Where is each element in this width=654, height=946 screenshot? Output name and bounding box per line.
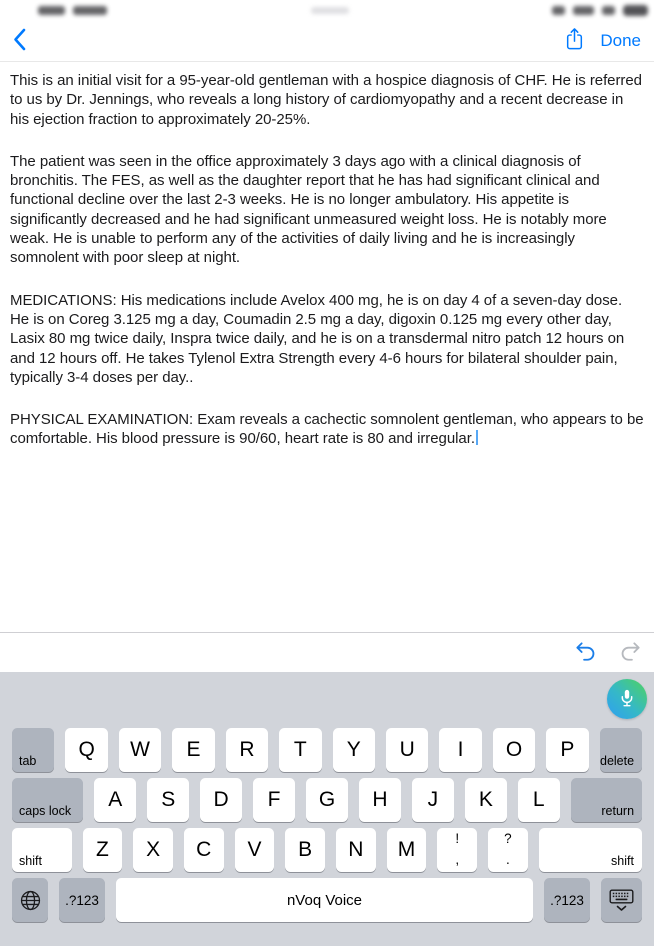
key-dismiss[interactable] <box>601 878 642 922</box>
nav-bar <box>0 20 654 62</box>
keyboard <box>0 672 654 946</box>
key-d[interactable]: D <box>200 778 242 822</box>
key-n[interactable]: N <box>336 828 376 872</box>
keyboard-accessory-bar <box>0 632 654 672</box>
key-z[interactable]: Z <box>83 828 123 872</box>
status-center-blob <box>311 7 349 14</box>
mic-button[interactable] <box>607 679 647 719</box>
back-button[interactable] <box>13 28 26 54</box>
key-r[interactable]: R <box>226 728 268 772</box>
note-paragraph: This is an initial visit for a 95-year-old gentleman with a hospice diagnosis of CHF. He is referred to us by Dr. Jennings, who reveals a long history of cardiomyopathy and a recent decrease in his ejection fraction to approximately 20-25%. <box>10 72 642 128</box>
key-y[interactable]: Y <box>333 728 375 772</box>
key-question-period[interactable] <box>488 828 528 872</box>
keyboard-row <box>12 828 642 872</box>
key-exclamation-comma[interactable] <box>437 828 477 872</box>
key-shift-right[interactable] <box>539 828 642 872</box>
key-l[interactable]: L <box>518 778 560 822</box>
key-f[interactable]: F <box>253 778 295 822</box>
status-bar <box>0 0 654 20</box>
key-shift-left[interactable] <box>12 828 72 872</box>
key-t[interactable]: T <box>279 728 321 772</box>
note-text-area[interactable] <box>0 62 654 632</box>
note-paragraph: MEDICATIONS: His medications include Avelox 400 mg, he is on day 4 of a seven-day dose. He is on Coreg 3.125 mg a day, Coumadin 2.5 mg a day, digoxin 0.125 mg every other day, Lasix 80 mg twice daily, Inspra twice daily, and he is on a transdermal nitro patch 12 hours on and 12 hours off. He takes Tylenol Extra Strength every 4-6 hours for bilateral shoulder pain, typically 3-4 doses per day.. <box>10 291 625 386</box>
undo-button[interactable] <box>574 640 597 666</box>
redo-icon <box>619 640 642 666</box>
globe-icon <box>18 888 43 913</box>
key-label: shift <box>19 854 42 868</box>
key-space[interactable]: nVoq Voice <box>116 878 533 922</box>
battery-percent-blob <box>573 6 594 15</box>
key-label: caps lock <box>19 804 72 818</box>
status-center-redacted <box>311 7 349 14</box>
key-v[interactable]: V <box>235 828 275 872</box>
key-symbol: ? <box>504 831 512 846</box>
key-label: delete <box>600 754 635 768</box>
key-u[interactable]: U <box>386 728 428 772</box>
dismiss-keyboard-icon <box>608 888 635 912</box>
key-label: return <box>601 804 635 818</box>
key-capslock[interactable] <box>12 778 83 822</box>
key-symbol: . <box>506 852 510 867</box>
key-delete[interactable] <box>600 728 642 772</box>
key-symbol: , <box>455 852 460 867</box>
keyboard-row <box>12 728 642 772</box>
wifi-icon <box>552 6 565 15</box>
key-tab[interactable] <box>12 728 54 772</box>
keyboard-row <box>12 878 642 922</box>
battery-icon <box>623 5 648 16</box>
key-m[interactable]: M <box>387 828 427 872</box>
done-button[interactable]: Done <box>600 30 641 50</box>
key-label: shift <box>611 854 634 868</box>
undo-icon <box>574 640 597 666</box>
key-p[interactable]: P <box>546 728 588 772</box>
key-globe[interactable] <box>12 878 48 922</box>
keyboard-row <box>12 778 642 822</box>
share-button[interactable] <box>564 26 585 55</box>
key-c[interactable]: C <box>184 828 224 872</box>
key-i[interactable]: I <box>439 728 481 772</box>
microphone-icon <box>616 687 638 712</box>
key-k[interactable]: K <box>465 778 507 822</box>
key-return[interactable] <box>571 778 642 822</box>
back-chevron-icon <box>13 28 26 54</box>
key-e[interactable]: E <box>172 728 214 772</box>
status-date-blob <box>73 6 107 15</box>
key-a[interactable]: A <box>94 778 136 822</box>
status-time-blob <box>38 6 65 15</box>
share-icon <box>564 26 585 55</box>
key-label: tab <box>19 754 37 768</box>
note-paragraph: The patient was seen in the office approximately 3 days ago with a clinical diagnosis of bronchitis. The FES, as well as the daughter report that he has had significant clinical and functional decline over the last 2-3 weeks. He is no longer ambulatory. His appetite is significantly decreased and he had significant unmeasured weight loss. He is notably more weak. He is unable to perform any of the activities of daily living and he is increasingly somnolent with poor sleep at night. <box>10 152 607 267</box>
note-paragraph: PHYSICAL EXAMINATION: Exam reveals a cachectic somnolent gentleman, who appears to be comfortable. His blood pressure is 90/60, heart rate is 80 and irregular. <box>10 411 644 448</box>
key-q[interactable]: Q <box>65 728 107 772</box>
key-b[interactable]: B <box>285 828 325 872</box>
key-h[interactable]: H <box>359 778 401 822</box>
text-cursor <box>476 430 478 445</box>
key-numbers-right[interactable]: .?123 <box>544 878 590 922</box>
key-symbol: ! <box>455 831 460 846</box>
key-w[interactable]: W <box>119 728 161 772</box>
redo-button[interactable] <box>619 640 642 666</box>
key-g[interactable]: G <box>306 778 348 822</box>
key-numbers-left[interactable]: .?123 <box>59 878 105 922</box>
key-j[interactable]: J <box>412 778 454 822</box>
key-x[interactable]: X <box>133 828 173 872</box>
bluetooth-icon <box>602 6 615 15</box>
key-s[interactable]: S <box>147 778 189 822</box>
key-o[interactable]: O <box>493 728 535 772</box>
status-right-redacted <box>552 5 648 16</box>
status-time-date-redacted <box>6 6 107 15</box>
